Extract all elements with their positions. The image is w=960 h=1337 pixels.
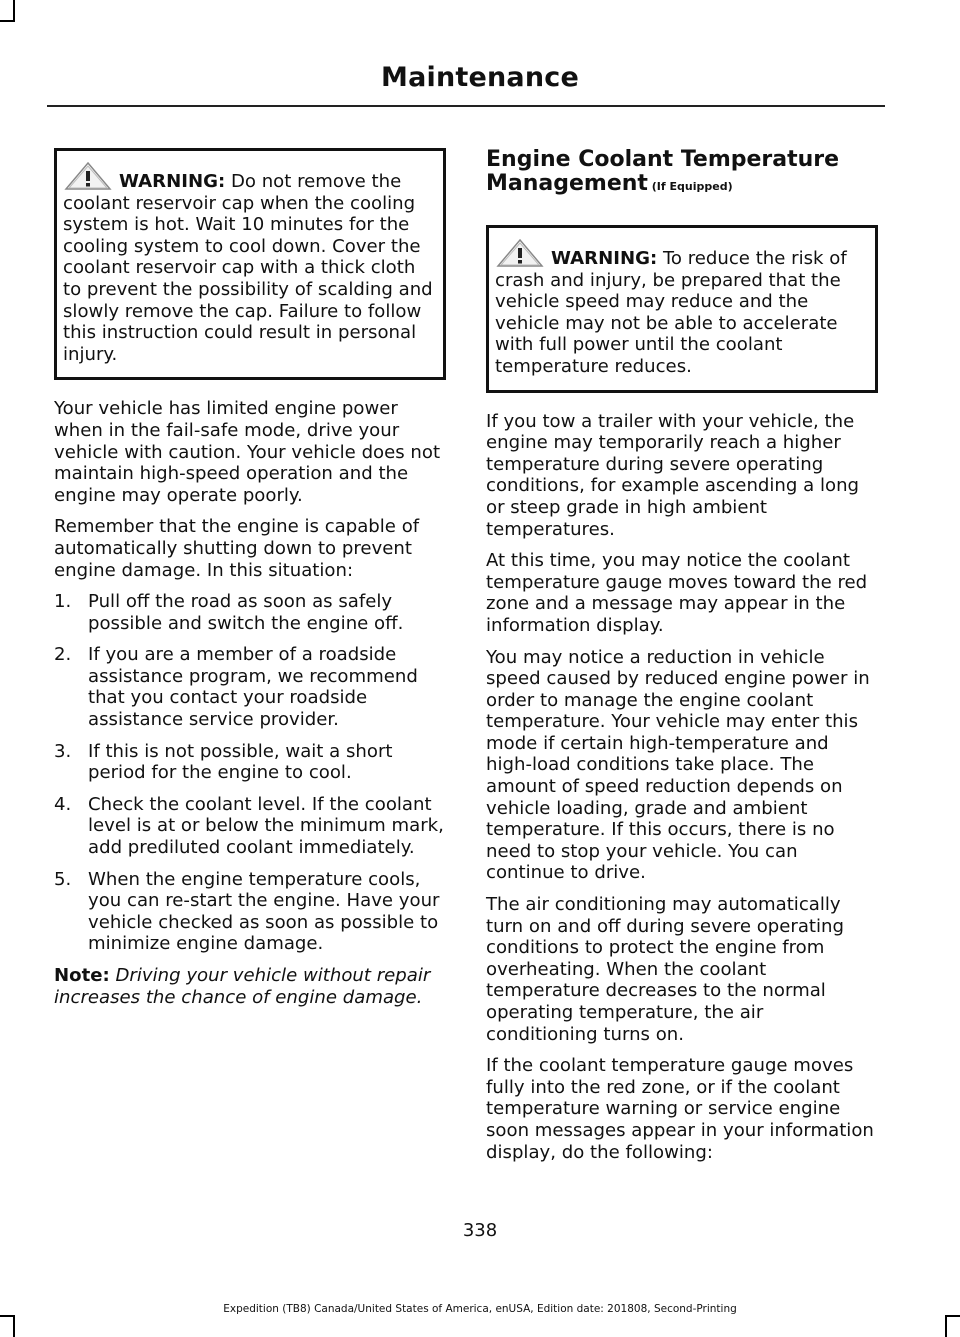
list-item	[54, 794, 446, 859]
right-column	[486, 148, 878, 1173]
warning-box	[54, 148, 446, 380]
note-label: Note:	[54, 965, 110, 986]
section-heading-text: Engine Coolant Temperature Management	[486, 147, 840, 196]
step-number: 4.	[54, 793, 72, 815]
crop-mark	[13, 0, 15, 20]
crop-mark	[945, 1315, 960, 1317]
step-text: If you are a member of a roadside assistance program, we recommend that you contact your roadside assistance service provider.	[88, 644, 418, 731]
section-heading	[486, 148, 878, 199]
paragraph: The air conditioning may automatically turn on and off during severe operating conditions to protect the engine from overheating. When the coolant temperature decreases to the normal operating temperature, the air conditioning turns on.	[486, 894, 845, 1045]
paragraph: If you tow a trailer with your vehicle, the engine may temporarily reach a higher temperature during severe operating conditions, for example ascending a long or steep grade in high ambient temperatures.	[486, 410, 860, 540]
crop-mark	[13, 1317, 15, 1337]
step-number: 1.	[54, 591, 72, 613]
left-column	[54, 148, 446, 1018]
paragraph: At this time, you may notice the coolant temperature gauge moves toward the red zone and a message may appear in the information display.	[486, 550, 868, 636]
step-number: 3.	[54, 740, 72, 762]
warning-label: WARNING:	[551, 248, 658, 269]
step-text: Pull off the road as soon as safely possible and switch the engine off.	[88, 591, 404, 634]
warning-triangle-icon	[63, 161, 113, 191]
paragraph: You may notice a reduction in vehicle speed caused by reduced engine power in order to manage the engine coolant temperature. Your vehicle may enter this mode if certain high-temperature and high-load conditions take place. The amount of speed reduction depends on vehicle loading, grade and ambient temperature. If this occurs, there is no need to stop your vehicle. You can continue to drive.	[486, 646, 870, 884]
note	[54, 965, 446, 1008]
step-text: If this is not possible, wait a short period for the engine to cool.	[88, 740, 393, 784]
footer-text: Expedition (TB8) Canada/United States of America, enUSA, Edition date: 201808, Second-Printing	[223, 1303, 737, 1315]
paragraph: If the coolant temperature gauge moves fully into the red zone, or if the coolant temperature warning or service engine soon messages appear in your information display, do the following:	[486, 1055, 874, 1163]
step-number: 2.	[54, 644, 72, 666]
warning-label: WARNING:	[119, 171, 226, 192]
warning-text: Do not remove the coolant reservoir cap when the cooling system is hot. Wait 10 minutes for the cooling system to cool down. Cover the coolant reservoir cap with a thick cloth to prevent the possibility of scalding and slowly remove the cap. Failure to follow this instruction could result in personal injury.	[63, 171, 433, 365]
list-item	[54, 741, 446, 784]
header-divider	[47, 105, 885, 107]
warning-text: To reduce the risk of crash and injury, be prepared that the vehicle speed may reduce and the vehicle may not be able to accelerate with full power until the coolant temperature reduces.	[495, 248, 847, 377]
note-text: Driving your vehicle without repair increases the chance of engine damage.	[54, 965, 431, 1008]
crop-mark	[0, 20, 15, 22]
page-number: 338	[462, 1220, 498, 1241]
step-text: When the engine temperature cools, you can re-start the engine. Have your vehicle checked as soon as possible to minimize engine damage.	[88, 868, 440, 955]
section-heading-suffix: (If Equipped)	[647, 180, 733, 193]
list-item	[54, 591, 446, 634]
step-list	[54, 591, 446, 955]
step-text: Check the coolant level. If the coolant level is at or below the minimum mark, add prediluted coolant immediately.	[88, 793, 444, 859]
paragraph: Remember that the engine is capable of automatically shutting down to prevent engine damage. In this situation:	[54, 516, 420, 581]
list-item	[54, 869, 446, 955]
page-title: Maintenance	[381, 62, 579, 93]
paragraph: Your vehicle has limited engine power when in the fail-safe mode, drive your vehicle with caution. Your vehicle does not maintain high-speed operation and the engine may operate poorly.	[54, 398, 441, 506]
warning-box	[486, 225, 878, 393]
warning-triangle-icon	[495, 238, 545, 268]
crop-mark	[0, 1315, 15, 1317]
step-number: 5.	[54, 868, 72, 890]
list-item	[54, 644, 446, 730]
crop-mark	[945, 1317, 947, 1337]
